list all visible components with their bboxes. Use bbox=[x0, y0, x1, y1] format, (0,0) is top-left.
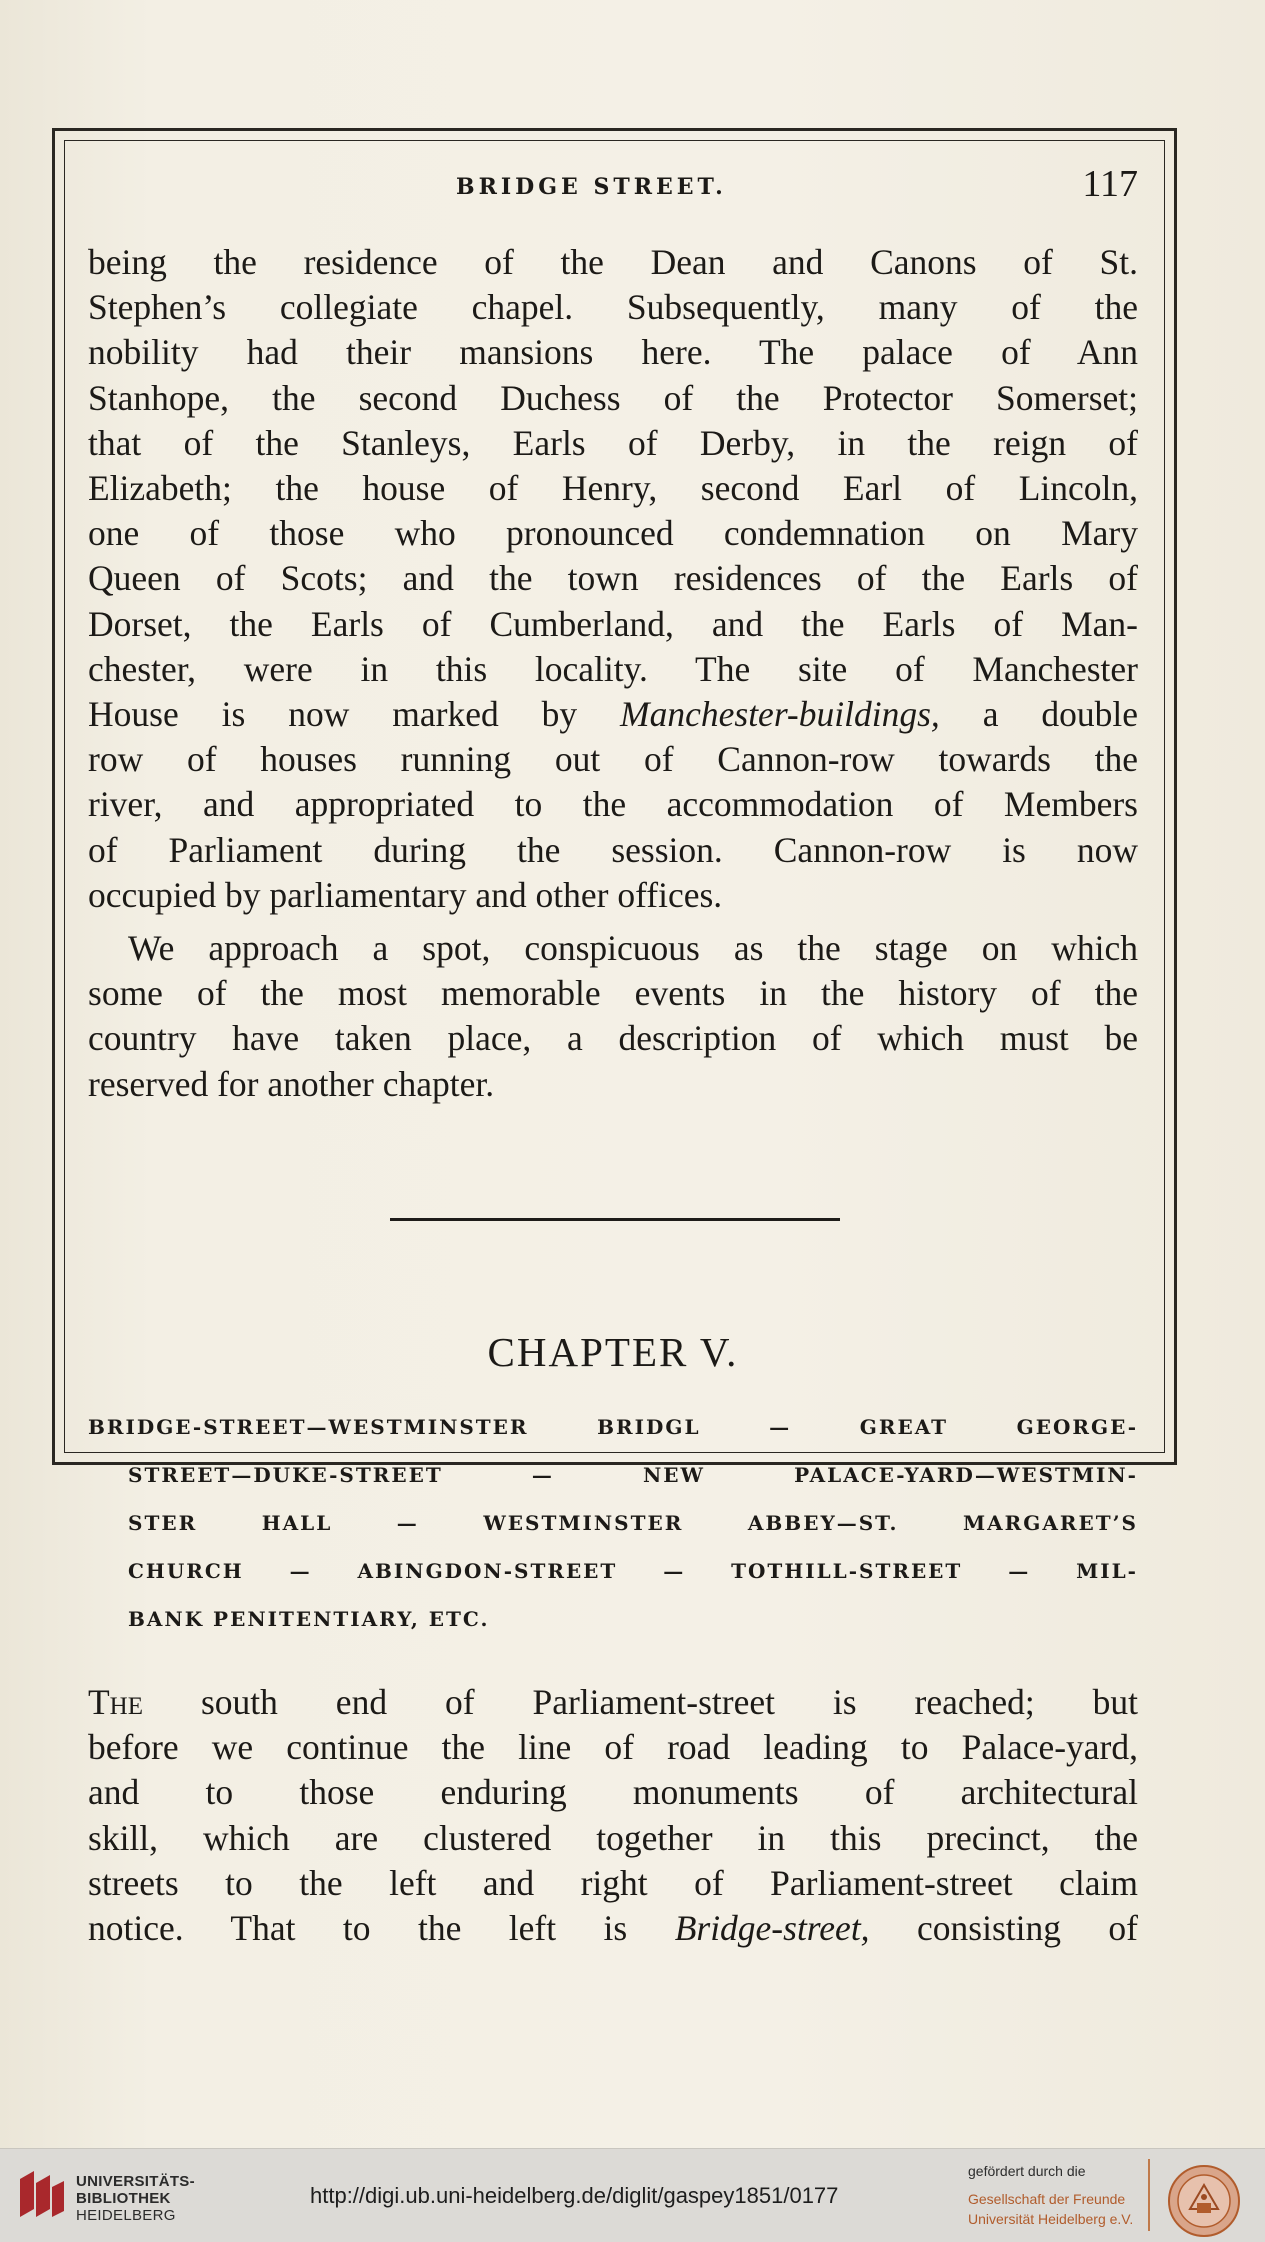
university-library-name bbox=[76, 2173, 195, 2224]
text-line: occupied by parliamentary and other offices. bbox=[88, 874, 723, 915]
italic-place-name: Bridge-street, bbox=[674, 1908, 870, 1949]
paragraph-3 bbox=[88, 1680, 1138, 1951]
text-line: some of the most memorable events in the history of the bbox=[88, 973, 1138, 1014]
text-line: Stephen’s collegiate chapel. Subsequently, many of the bbox=[88, 287, 1138, 328]
running-title: BRIDGE STREET. bbox=[456, 174, 727, 200]
sponsor-block bbox=[968, 2163, 1136, 2229]
sponsor-name-line: Universität Heidelberg e.V. bbox=[968, 2211, 1134, 2227]
sponsor-prefix: gefördert durch die bbox=[968, 2163, 1086, 2179]
footer-bar bbox=[0, 2148, 1265, 2242]
text-line: that of the Stanleys, Earls of Derby, in the reign of bbox=[88, 422, 1138, 463]
running-head bbox=[88, 163, 1138, 218]
text-segment: south end of Parliament-street is reached; but bbox=[200, 1682, 1139, 1722]
text-line: row of houses running out of Cannon-row towards the bbox=[88, 739, 1138, 780]
text-line bbox=[88, 1680, 1138, 1725]
text-segment: notice. That to the left is bbox=[88, 1908, 628, 1949]
text-segment: consisting of bbox=[917, 1908, 1139, 1949]
text-line: skill, which are clustered together in this precinct, the bbox=[88, 1817, 1138, 1858]
text-segment: a double bbox=[982, 694, 1138, 735]
text-line: river, and appropriated to the accommodation of Members bbox=[88, 784, 1138, 825]
university-library-logo-icon bbox=[14, 2167, 70, 2223]
sponsor-divider bbox=[1148, 2159, 1150, 2231]
contents-line: STREET—DUKE-STREET — NEW PALACE-YARD—WESTMIN- bbox=[128, 1463, 1138, 1487]
library-name-line: BIBLIOTHEK bbox=[76, 2190, 171, 2207]
italic-place-name: Manchester-buildings, bbox=[620, 694, 940, 735]
small-caps-opening: The bbox=[88, 1682, 144, 1722]
section-divider bbox=[390, 1218, 840, 1221]
paragraph-1 bbox=[88, 240, 1138, 918]
text-line: of Parliament during the session. Cannon-row is now bbox=[88, 829, 1138, 870]
text-line: and to those enduring monuments of architectural bbox=[88, 1772, 1138, 1813]
text-line: country have taken place, a description of which must be bbox=[88, 1018, 1138, 1059]
society-seal-icon bbox=[1166, 2163, 1242, 2239]
text-line-with-italic bbox=[88, 692, 1138, 737]
sponsor-name bbox=[968, 2189, 1136, 2229]
permalink-url[interactable]: http://digi.ub.uni-heidelberg.de/diglit/gaspey1851/0177 bbox=[310, 2183, 839, 2208]
text-line: one of those who pronounced condemnation on Mary bbox=[88, 513, 1138, 554]
chapter-title: CHAPTER V. bbox=[487, 1329, 739, 1375]
contents-line: STER HALL — WESTMINSTER ABBEY—ST. MARGARET’S bbox=[128, 1511, 1138, 1535]
contents-line: BANK PENITENTIARY, ETC. bbox=[128, 1607, 490, 1631]
text-line: chester, were in this locality. The site of Manchester bbox=[88, 648, 1138, 689]
text-segment: House is now marked by bbox=[88, 694, 578, 735]
library-name-line: HEIDELBERG bbox=[76, 2207, 176, 2224]
text-line: Elizabeth; the house of Henry, second Earl of Lincoln, bbox=[88, 468, 1138, 509]
text-line: being the residence of the Dean and Canons of St. bbox=[88, 242, 1138, 282]
page-number: 117 bbox=[1082, 163, 1138, 205]
text-line: Stanhope, the second Duchess of the Protector Somerset; bbox=[88, 377, 1138, 418]
text-line: before we continue the line of road leading to Palace-yard, bbox=[88, 1727, 1138, 1768]
chapter-contents bbox=[88, 1403, 1138, 1643]
text-line-with-italic bbox=[88, 1906, 1138, 1951]
library-name-line: UNIVERSITÄTS- bbox=[76, 2173, 195, 2190]
sponsor-name-line: Gesellschaft der Freunde bbox=[968, 2191, 1126, 2207]
text-line: We approach a spot, conspicuous as the stage on which bbox=[128, 928, 1138, 968]
contents-line: CHURCH — ABINGDON-STREET — TOTHILL-STREET — MIL- bbox=[128, 1559, 1138, 1583]
text-line: reserved for another chapter. bbox=[88, 1063, 495, 1104]
text-line: streets to the left and right of Parliament-street claim bbox=[88, 1862, 1138, 1903]
text-line: Dorset, the Earls of Cumberland, and the Earls of Man- bbox=[88, 603, 1138, 644]
paragraph-2 bbox=[88, 926, 1138, 1107]
text-line: Queen of Scots; and the town residences of the Earls of bbox=[88, 558, 1138, 599]
contents-line: BRIDGE-STREET—WESTMINSTER BRIDGL — GREAT GEORGE- bbox=[88, 1415, 1138, 1439]
text-line: nobility had their mansions here. The palace of Ann bbox=[88, 332, 1138, 373]
